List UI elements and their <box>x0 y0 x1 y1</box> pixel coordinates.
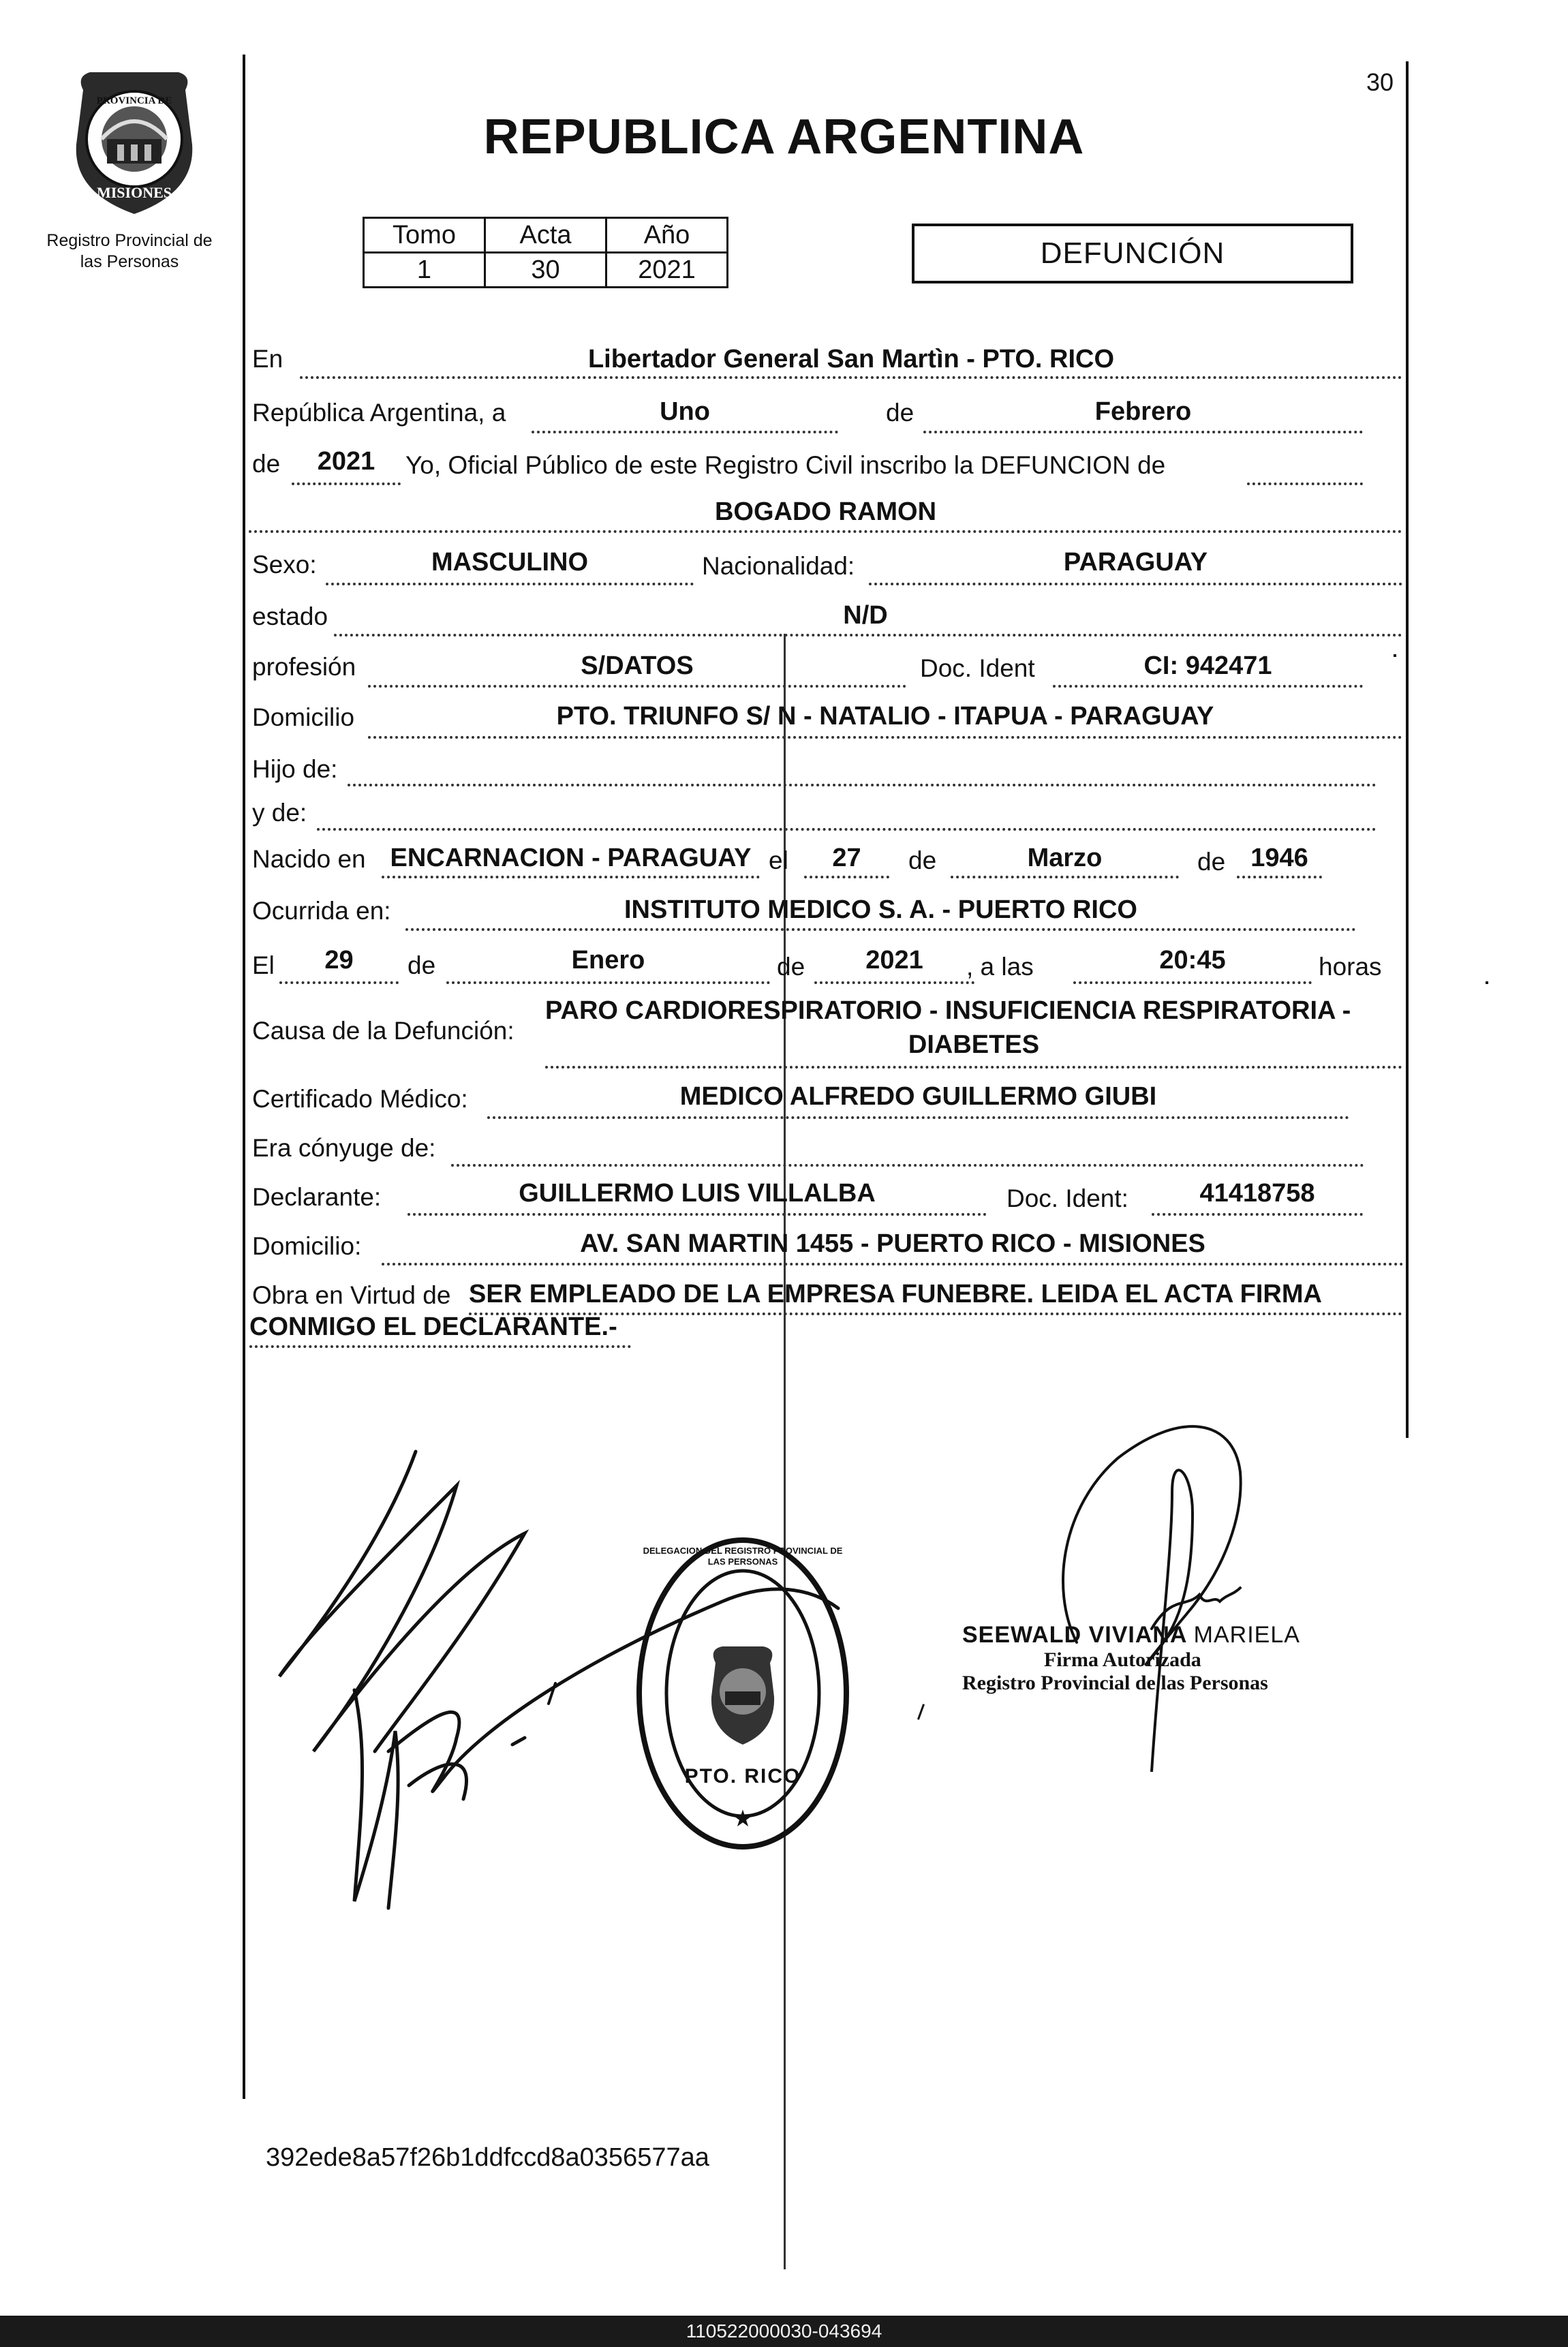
left-margin-line <box>243 55 245 2099</box>
ocurrida-label: Ocurrida en: <box>252 897 391 925</box>
hijo-dots <box>348 784 1377 786</box>
doc-label: Doc. Ident <box>920 654 1035 682</box>
inscribo-dots <box>1247 482 1363 485</box>
logo-caption <box>27 230 232 273</box>
declarante-value: GUILLERMO LUIS VILLALBA <box>519 1179 876 1208</box>
stamp-outer-text: DELEGACION DEL REGISTRO PROVINCIAL DE LAS PERSONAS <box>643 1546 843 1567</box>
nacido-de2-label: de <box>1197 848 1226 876</box>
domicilio-dots <box>368 736 1402 739</box>
en-dots <box>300 376 1402 379</box>
alas-label: , a las <box>966 953 1034 981</box>
nacido-dia-dots <box>804 876 889 878</box>
conyuge-dots <box>451 1164 1364 1167</box>
ocurrida-dots <box>405 928 1356 931</box>
hora-dots <box>1073 981 1312 984</box>
official-signature <box>1036 1390 1322 1772</box>
doc-value: CI: 942471 <box>1143 651 1272 680</box>
def-anio-value: 2021 <box>865 946 923 975</box>
nacido-lugar-value: ENCARNACION - PARAGUAY <box>390 844 752 872</box>
signer-name-light: MARIELA <box>1193 1622 1300 1648</box>
hijo-label: Hijo de: <box>252 755 338 783</box>
page-number: 30 <box>1366 68 1394 96</box>
yde-dots <box>317 828 1377 831</box>
profesion-label: profesión <box>252 653 356 681</box>
signer-block <box>962 1622 1344 1695</box>
signer-office: Registro Provincial de las Personas <box>962 1672 1268 1694</box>
nacido-anio-value: 1946 <box>1250 844 1308 872</box>
anio-value: 2021 <box>317 447 375 476</box>
nacido-dia-value: 27 <box>832 844 861 872</box>
causa-line1: PARO CARDIORESPIRATORIO - INSUFICIENCIA RESPIRATORIA - <box>545 996 1351 1025</box>
de-label-1: de <box>886 399 914 427</box>
nacido-label: Nacido en <box>252 845 366 873</box>
causa-dots <box>545 1066 1402 1069</box>
yde-label: y de: <box>252 799 307 827</box>
logo-caption-line2: las Personas <box>80 252 179 271</box>
mes-dots <box>923 431 1363 433</box>
domicilio-value: PTO. TRIUNFO S/ N - NATALIO - ITAPUA - PARAGUAY <box>556 702 1214 731</box>
declarante-dots <box>408 1213 987 1216</box>
sexo-value: MASCULINO <box>431 548 589 577</box>
sexo-dots <box>326 583 694 585</box>
obra-label: Obra en Virtud de <box>252 1281 451 1309</box>
page-title: REPUBLICA ARGENTINA <box>483 110 1085 164</box>
certificado-value: MEDICO ALFREDO GUILLERMO GIUBI <box>679 1082 1157 1111</box>
document-hash: 392ede8a57f26b1ddfccd8a0356577aa <box>266 2143 709 2172</box>
obra-line1: SER EMPLEADO DE LA EMPRESA FUNEBRE. LEIDA EL ACTA FIRMA <box>469 1280 1322 1308</box>
estado-value: N/D <box>843 601 888 630</box>
decl-doc-dots <box>1152 1213 1363 1216</box>
causa-line2: DIABETES <box>908 1030 1040 1059</box>
certificado-dots <box>487 1116 1349 1119</box>
logo-text-top: PROVINCIA DE <box>96 95 172 106</box>
lugar-value: Libertador General San Martìn - PTO. RICO <box>587 345 1115 373</box>
document-type-box: DEFUNCIÓN <box>912 224 1353 283</box>
en-label: En <box>252 345 283 373</box>
declarante-label: Declarante: <box>252 1183 382 1211</box>
nacido-mes-value: Marzo <box>1027 844 1103 872</box>
table-header-tomo: Tomo <box>364 218 485 253</box>
signer-name-bold: SEEWALD VIVIANA <box>962 1622 1187 1648</box>
doc-dots <box>1053 685 1363 688</box>
domicilio-label: Domicilio <box>252 703 355 731</box>
certificado-label: Certificado Médico: <box>252 1085 468 1113</box>
profesion-dots <box>368 685 906 688</box>
svg-text:★: ★ <box>732 1805 754 1832</box>
signer-role: Firma Autorizada <box>1044 1648 1201 1671</box>
right-margin-line <box>1406 61 1409 1438</box>
stray-mark-2 <box>1486 981 1488 984</box>
hora-value: 20:45 <box>1159 946 1226 975</box>
def-de2-label: de <box>777 953 805 981</box>
estado-dots <box>334 634 1402 636</box>
logo-text-bottom: MISIONES <box>96 184 172 201</box>
nacido-mes-dots <box>951 876 1179 878</box>
nombre-value: BOGADO RAMON <box>714 497 937 526</box>
table-value-ano: 2021 <box>606 253 728 288</box>
tomo-acta-ano-table <box>363 217 728 288</box>
nacido-lugar-dots <box>382 876 760 878</box>
estado-label: estado <box>252 602 328 630</box>
decl-domicilio-dots <box>382 1263 1404 1265</box>
logo-caption-line1: Registro Provincial de <box>46 231 213 250</box>
decl-domicilio-label: Domicilio: <box>252 1232 362 1260</box>
table-value-acta: 30 <box>485 253 606 288</box>
nacido-de1-label: de <box>908 846 937 874</box>
mes-value: Febrero <box>1094 397 1192 426</box>
el2-label: El <box>252 951 275 979</box>
nacido-anio-dots <box>1237 876 1322 878</box>
official-stamp <box>634 1533 852 1854</box>
decl-doc-label: Doc. Ident: <box>1006 1184 1128 1212</box>
def-de1-label: de <box>408 951 436 979</box>
table-value-tomo: 1 <box>364 253 485 288</box>
obra-dots-2 <box>249 1345 631 1348</box>
inscribo-text: Yo, Oficial Público de este Registro Civil inscribo la DEFUNCION de <box>405 451 1166 479</box>
republica-label: República Argentina, a <box>252 399 506 427</box>
de-label-2: de <box>252 450 281 478</box>
table-header-ano: Año <box>606 218 728 253</box>
conyuge-label: Era cónyuge de: <box>252 1134 436 1162</box>
def-dia-dots <box>279 981 399 984</box>
table-header-acta: Acta <box>485 218 606 253</box>
stray-mark-3 <box>1394 654 1396 657</box>
profesion-value: S/DATOS <box>581 651 694 680</box>
sexo-label: Sexo: <box>252 551 317 579</box>
stamp-inner-text: PTO. RICO <box>684 1765 801 1788</box>
footer-code-bar: 110522000030-043694 <box>0 2316 1568 2347</box>
dia-value: Uno <box>660 397 710 426</box>
dia-dots <box>532 431 838 433</box>
signer-name <box>962 1622 1344 1648</box>
def-mes-value: Enero <box>571 946 645 975</box>
causa-label: Causa de la Defunción: <box>252 1017 514 1045</box>
decl-doc-value: 41418758 <box>1199 1179 1315 1208</box>
ocurrida-value: INSTITUTO MEDICO S. A. - PUERTO RICO <box>624 895 1137 924</box>
horas-label: horas <box>1319 953 1382 981</box>
stray-mark <box>917 1704 925 1720</box>
nacionalidad-dots <box>869 583 1402 585</box>
decl-domicilio-value: AV. SAN MARTIN 1455 - PUERTO RICO - MISIONES <box>580 1229 1205 1258</box>
el-label: el <box>769 846 788 874</box>
nacionalidad-value: PARAGUAY <box>1063 548 1208 577</box>
obra-line2: CONMIGO EL DECLARANTE.- <box>249 1313 617 1341</box>
nombre-dots <box>249 530 1402 533</box>
nacionalidad-label: Nacionalidad: <box>702 552 855 580</box>
def-mes-dots <box>446 981 770 984</box>
def-anio-dots <box>814 981 974 984</box>
anio-dots <box>292 482 401 485</box>
def-dia-value: 29 <box>324 946 354 975</box>
